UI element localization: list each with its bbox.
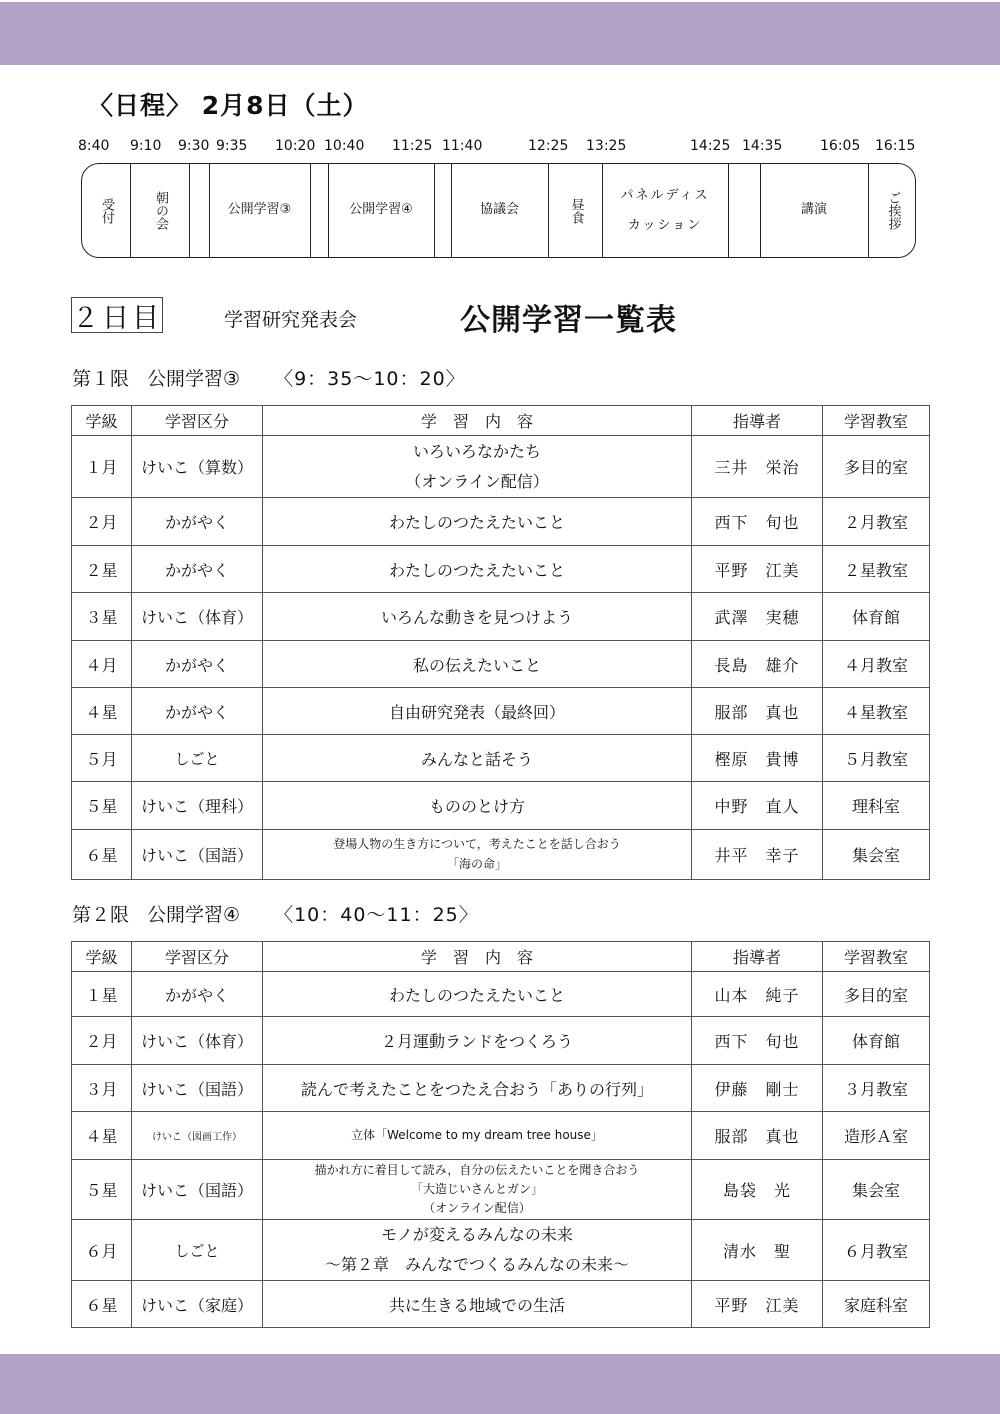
page-title: 公開学習一覧表 [460, 303, 677, 338]
col-header-teacher: 指導者 [692, 406, 823, 436]
content-line: 「海の命」 [446, 856, 507, 871]
content-line: 私の伝えたいこと [412, 655, 541, 675]
bottom-decorative-band [0, 1354, 1000, 1414]
schedule-block-label: 協議会 [479, 202, 519, 218]
table-row [72, 1160, 930, 1220]
cell-grade: ４月 [72, 641, 132, 688]
cell-category: かがやく [132, 688, 263, 735]
time-label: 8:40 [78, 138, 110, 154]
content-line: 立体「Welcome to my dream tree house」 [351, 1127, 603, 1142]
period1-table [71, 405, 930, 880]
content-line: （オンライン配信） [423, 1201, 531, 1216]
cell-room: 家庭科室 [823, 1281, 930, 1328]
cell-room: 集会室 [823, 830, 930, 880]
schedule-block-label: カッション [627, 217, 703, 233]
schedule-block-label: 受付 [98, 197, 114, 224]
cell-teacher: 清水 聖 [692, 1220, 823, 1281]
content-line: いろんな動きを見つけよう [380, 608, 573, 627]
day-label-box: ２日目 [71, 297, 163, 333]
cell-teacher: 井平 幸子 [692, 830, 823, 880]
cell-content [263, 546, 692, 593]
cell-teacher: 島袋 光 [692, 1160, 823, 1220]
content-line: 「大造じいさんとガン」 [410, 1181, 543, 1196]
cell-room: ６月教室 [823, 1220, 930, 1281]
cell-teacher: 武澤 実穂 [692, 593, 823, 641]
cell-grade: ４星 [72, 1112, 132, 1160]
content-line: 自由研究発表（最終回） [388, 702, 565, 722]
cell-room: 造形Ａ室 [823, 1112, 930, 1160]
cell-content [263, 972, 692, 1017]
cell-room: ２星教室 [823, 546, 930, 593]
cell-content [263, 830, 692, 880]
content-line: 読んで考えたことをつたえ合おう「ありの行列」 [300, 1079, 653, 1099]
cell-teacher: 長島 雄介 [692, 641, 823, 688]
col-header-grade: 学級 [72, 406, 132, 436]
time-label: 11:40 [442, 138, 483, 154]
cell-content [263, 593, 692, 641]
time-label: 14:25 [690, 138, 731, 154]
cell-teacher: 中野 直人 [692, 782, 823, 830]
content-line: わたしのつたえたいこと [388, 560, 565, 580]
content-line: いろいろなかたち [412, 441, 541, 461]
table-row [72, 498, 930, 546]
content-line: わたしのつたえたいこと [388, 985, 565, 1005]
cell-category: けいこ（国語） [132, 1160, 263, 1220]
cell-grade: ２星 [72, 546, 132, 593]
col-header-teacher: 指導者 [692, 942, 823, 972]
cell-category: けいこ（体育） [132, 1017, 263, 1065]
cell-content [263, 436, 692, 498]
cell-grade: ６星 [72, 1281, 132, 1328]
schedule-block [189, 164, 209, 257]
cell-teacher: 樫原 貴博 [692, 735, 823, 782]
col-header-category: 学習区分 [132, 406, 263, 436]
table-header-row [72, 942, 930, 972]
cell-category: けいこ（算数） [132, 436, 263, 498]
schedule-block-label: 公開学習③ [227, 202, 292, 218]
schedule-block [209, 164, 310, 257]
cell-room: 多目的室 [823, 436, 930, 498]
content-line: もののとけ方 [428, 797, 525, 816]
time-label: 10:40 [324, 138, 365, 154]
cell-grade: ６月 [72, 1220, 132, 1281]
table-row [72, 1281, 930, 1328]
cell-room: ４星教室 [823, 688, 930, 735]
cell-teacher: 伊藤 剛士 [692, 1065, 823, 1112]
cell-grade: １月 [72, 436, 132, 498]
table-row [72, 972, 930, 1017]
col-header-room: 学習教室 [823, 406, 930, 436]
cell-grade: ３月 [72, 1065, 132, 1112]
cell-category: けいこ（図画工作） [132, 1112, 263, 1160]
period2-time: 〈10：40～11：25〉 [274, 904, 479, 926]
cell-teacher: 服部 真也 [692, 1112, 823, 1160]
col-header-content: 学 習 内 容 [263, 406, 692, 436]
cell-content [263, 1017, 692, 1065]
schedule-block [310, 164, 328, 257]
cell-room: ５月教室 [823, 735, 930, 782]
time-label: 9:30 [178, 138, 210, 154]
time-label: 9:35 [216, 138, 248, 154]
cell-room: 集会室 [823, 1160, 930, 1220]
period1-name: 公開学習③ [147, 368, 241, 390]
period1-heading [72, 364, 466, 391]
time-label: 9:10 [130, 138, 162, 154]
schedule-block [451, 164, 548, 257]
cell-grade: ６星 [72, 830, 132, 880]
cell-category: しごと [132, 1220, 263, 1281]
cell-room: ２月教室 [823, 498, 930, 546]
cell-grade: ２月 [72, 498, 132, 546]
cell-teacher: 平野 江美 [692, 1281, 823, 1328]
schedule-time-labels [0, 138, 1000, 158]
cell-category: かがやく [132, 498, 263, 546]
cell-grade: ４星 [72, 688, 132, 735]
time-label: 16:05 [820, 138, 861, 154]
cell-grade: ２月 [72, 1017, 132, 1065]
content-line: （オンライン配信） [405, 471, 549, 491]
time-label: 13:25 [586, 138, 627, 154]
cell-grade: ５星 [72, 1160, 132, 1220]
schedule-block-label: ご挨拶 [885, 191, 901, 230]
cell-category: けいこ（家庭） [132, 1281, 263, 1328]
schedule-block-label: 昼食 [568, 197, 584, 224]
schedule-block-label: 公開学習④ [349, 202, 413, 218]
table-row [72, 735, 930, 782]
table-header-row [72, 406, 930, 436]
period2-label: 第２限 [72, 904, 130, 926]
cell-grade: ５月 [72, 735, 132, 782]
cell-content [263, 688, 692, 735]
period2-heading [72, 900, 479, 927]
period2-name: 公開学習④ [147, 904, 241, 926]
content-line: 描かれ方に着目して読み，自分の伝えたいことを聞き合おう [314, 1162, 640, 1177]
cell-content [263, 1112, 692, 1160]
schedule-block [548, 164, 602, 257]
cell-category: しごと [132, 735, 263, 782]
cell-category: かがやく [132, 972, 263, 1017]
period1-time: 〈9：35～10：20〉 [274, 368, 466, 390]
period2-table [71, 941, 930, 1328]
table-row [72, 830, 930, 880]
cell-teacher: 三井 栄治 [692, 436, 823, 498]
schedule-block [728, 164, 760, 257]
cell-category: かがやく [132, 546, 263, 593]
content-line: 共に生きる地域での生活 [388, 1295, 565, 1315]
content-line: ～第２章 みんなでつくるみんなの未来～ [324, 1255, 629, 1274]
cell-room: ４月教室 [823, 641, 930, 688]
cell-category: かがやく [132, 641, 263, 688]
cell-content [263, 782, 692, 830]
cell-content [263, 1160, 692, 1220]
content-line: みんなと話そう [420, 749, 533, 769]
content-line: モノが変えるみんなの未来 [381, 1225, 573, 1244]
cell-category: けいこ（体育） [132, 593, 263, 641]
cell-room: 理科室 [823, 782, 930, 830]
cell-grade: ５星 [72, 782, 132, 830]
table-row [72, 1220, 930, 1281]
cell-room: 多目的室 [823, 972, 930, 1017]
cell-content [263, 641, 692, 688]
cell-grade: １星 [72, 972, 132, 1017]
content-line: 登場人物の生き方について，考えたことを話し合おう [333, 837, 621, 852]
content-line: ２月運動ランドをつくろう [380, 1032, 573, 1051]
cell-content [263, 1065, 692, 1112]
schedule-block [602, 164, 728, 257]
time-label: 11:25 [392, 138, 433, 154]
cell-teacher: 西下 旬也 [692, 1017, 823, 1065]
time-label: 16:15 [875, 138, 916, 154]
schedule-block-label: 講演 [800, 202, 827, 218]
schedule-block-label: パネルディス [620, 187, 710, 203]
time-label: 12:25 [528, 138, 569, 154]
cell-room: 体育館 [823, 1017, 930, 1065]
table-row [72, 1112, 930, 1160]
cell-category: けいこ（国語） [132, 830, 263, 880]
table-row [72, 1017, 930, 1065]
schedule-title: 〈日程〉 2月8日（土） [88, 91, 369, 120]
schedule-block [868, 164, 916, 257]
schedule-block [130, 164, 189, 257]
period1-label: 第１限 [72, 368, 130, 390]
cell-room: 体育館 [823, 593, 930, 641]
schedule-block [434, 164, 451, 257]
top-decorative-band [0, 2, 1000, 65]
schedule-block-label: 朝の会 [152, 191, 168, 230]
schedule-block [81, 164, 130, 257]
cell-content [263, 735, 692, 782]
cell-category: けいこ（理科） [132, 782, 263, 830]
table-row [72, 782, 930, 830]
cell-teacher: 平野 江美 [692, 546, 823, 593]
time-label: 10:20 [275, 138, 316, 154]
cell-content [263, 1281, 692, 1328]
col-header-room: 学習教室 [823, 942, 930, 972]
cell-teacher: 服部 真也 [692, 688, 823, 735]
table-row [72, 688, 930, 735]
time-label: 14:35 [742, 138, 783, 154]
cell-content [263, 498, 692, 546]
content-line: わたしのつたえたいこと [388, 513, 565, 532]
schedule-block [760, 164, 868, 257]
cell-grade: ３星 [72, 593, 132, 641]
cell-teacher: 西下 旬也 [692, 498, 823, 546]
col-header-grade: 学級 [72, 942, 132, 972]
table-row [72, 641, 930, 688]
event-subtitle: 学習研究発表会 [224, 309, 358, 331]
table-row [72, 593, 930, 641]
cell-category: けいこ（国語） [132, 1065, 263, 1112]
schedule-block [328, 164, 434, 257]
col-header-category: 学習区分 [132, 942, 263, 972]
table-row [72, 1065, 930, 1112]
cell-teacher: 山本 純子 [692, 972, 823, 1017]
col-header-content: 学 習 内 容 [263, 942, 692, 972]
table-row [72, 436, 930, 498]
cell-content [263, 1220, 692, 1281]
table-row [72, 546, 930, 593]
cell-room: ３月教室 [823, 1065, 930, 1112]
